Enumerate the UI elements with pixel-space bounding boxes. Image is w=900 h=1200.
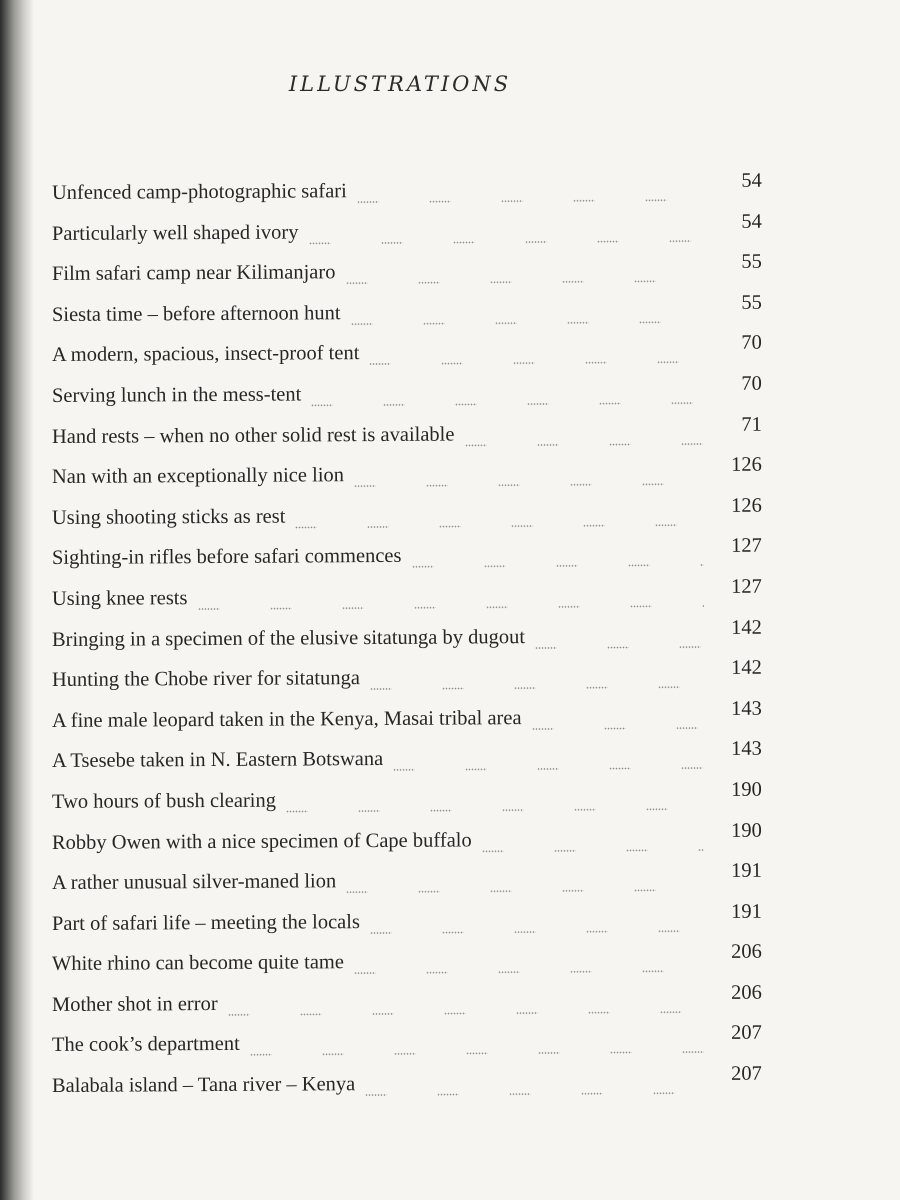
illustration-caption: A fine male leopard taken in the Kenya, Masai tribal area: [51, 706, 522, 732]
illustration-caption: Balabala island – Tana river – Kenya: [51, 1073, 356, 1098]
page-number: 143: [731, 737, 762, 761]
illustration-caption: The cook’s department: [51, 1033, 240, 1057]
list-item: [51, 697, 762, 750]
list-item: [51, 940, 762, 994]
list-item: [51, 332, 762, 385]
illustration-caption: Sighting-in rifles before safari commences: [51, 545, 402, 570]
page-number: 142: [731, 616, 762, 639]
dot-leader: [532, 726, 704, 731]
dot-leader: [357, 198, 704, 204]
dot-leader: [311, 401, 704, 407]
list-item: [51, 413, 762, 466]
dot-leader: [228, 1010, 704, 1017]
illustration-caption: Two hours of bush clearing: [51, 789, 277, 813]
page-number: 190: [731, 819, 762, 842]
dot-leader: [351, 320, 704, 326]
illustration-caption: Bringing in a specimen of the elusive sitatunga by dugout: [51, 625, 526, 651]
dot-leader: [345, 280, 704, 286]
binding-shadow: [0, 0, 34, 1200]
page-number: 70: [741, 332, 762, 355]
illustration-caption: Unfenced camp-photographic safari: [51, 180, 347, 204]
page-number: 206: [731, 981, 762, 1004]
illustration-caption: A rather unusual silver-maned lion: [51, 870, 337, 895]
illustration-caption: White rhino can become quite tame: [51, 951, 345, 976]
illustration-caption: Using shooting sticks as rest: [51, 505, 286, 529]
dot-leader: [354, 970, 704, 976]
page-number: 55: [741, 250, 762, 273]
illustration-caption: A modern, spacious, insect-proof tent: [51, 342, 360, 367]
page-number: 127: [731, 535, 762, 558]
illustration-caption: Nan with an exceptionally nice lion: [51, 464, 345, 489]
illustrations-list: [51, 169, 762, 1116]
page-number: 207: [731, 1062, 762, 1085]
page-number: 206: [731, 940, 762, 964]
list-item: [51, 169, 762, 223]
page-number: 71: [741, 413, 762, 436]
list-item: [51, 981, 762, 1035]
dot-leader: [346, 888, 704, 894]
page-number: 190: [731, 778, 762, 801]
page-number: 143: [731, 697, 762, 720]
dot-leader: [370, 685, 704, 691]
page-number: 191: [731, 859, 762, 882]
dot-leader: [465, 442, 705, 447]
list-item: [51, 616, 762, 669]
illustration-caption: Film safari camp near Kilimanjaro: [51, 261, 336, 286]
list-item: [51, 453, 762, 507]
dot-leader: [365, 1091, 704, 1097]
list-item: [51, 1062, 762, 1116]
dot-leader: [412, 564, 704, 570]
dot-leader: [369, 361, 704, 367]
dot-leader: [309, 239, 705, 245]
list-item: [51, 535, 762, 588]
page-number: 142: [731, 656, 762, 679]
illustration-caption: A Tsesebe taken in N. Eastern Botswana: [51, 748, 384, 773]
dot-leader: [535, 645, 704, 650]
page-number: 127: [731, 575, 762, 598]
illustration-caption: Robby Owen with a nice specimen of Cape buffalo: [51, 828, 472, 854]
page-number: 126: [731, 494, 762, 517]
illustration-caption: Mother shot in error: [51, 992, 218, 1016]
list-item: [51, 859, 762, 913]
dot-leader: [482, 848, 704, 853]
page-number: 207: [731, 1022, 762, 1045]
page-number: 54: [741, 210, 762, 233]
list-item: [51, 900, 762, 953]
illustration-caption: Hand rests – when no other solid rest is available: [51, 423, 455, 448]
illustration-caption: Using knee rests: [51, 587, 188, 610]
page-number: 54: [741, 169, 762, 192]
dot-leader: [393, 767, 704, 773]
dot-leader: [354, 482, 704, 488]
list-item: [51, 210, 762, 263]
illustration-caption: Siesta time – before afternoon hunt: [51, 302, 341, 326]
list-item: [51, 737, 762, 791]
list-item: [51, 778, 762, 832]
page-title: ILLUSTRATIONS: [288, 72, 512, 96]
list-item: [51, 250, 762, 304]
dot-leader: [286, 807, 704, 814]
illustration-caption: Particularly well shaped ivory: [51, 221, 299, 245]
list-item: [51, 372, 762, 426]
dot-leader: [295, 523, 704, 529]
page-number: 70: [741, 372, 762, 395]
page-number: 126: [731, 453, 762, 477]
list-item: [51, 494, 762, 547]
list-item: [51, 1022, 762, 1075]
illustration-caption: Serving lunch in the mess-tent: [51, 383, 302, 407]
list-item: [51, 656, 762, 710]
illustration-caption: Part of safari life – meeting the locals: [51, 910, 360, 935]
dot-leader: [250, 1051, 704, 1058]
list-item: [51, 819, 762, 872]
dot-leader: [198, 604, 704, 611]
list-item: [51, 575, 762, 629]
list-item: [51, 291, 762, 344]
illustration-caption: Hunting the Chobe river for sitatunga: [51, 667, 361, 692]
dot-leader: [370, 929, 704, 935]
page-number: 191: [731, 900, 762, 923]
page-number: 55: [741, 291, 762, 314]
